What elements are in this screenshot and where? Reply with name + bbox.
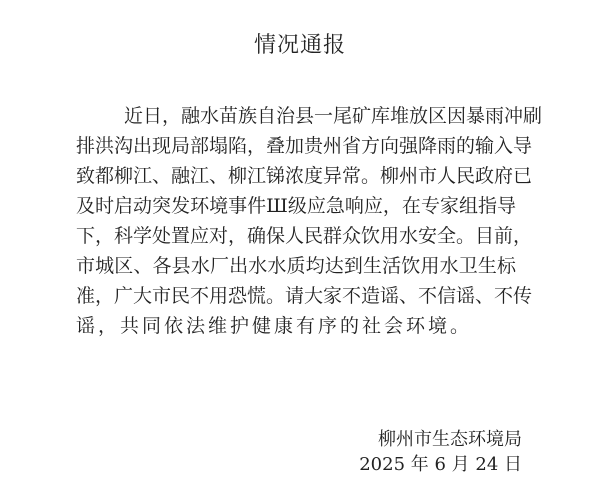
page-title: 情况通报 [253,33,346,58]
body-line: 准，广大市民不用恐慌。请大家不造谣、不信谣、不传 [76,285,533,307]
body-line: 谣，共同依法维护健康有序的社会环境。 [76,315,473,337]
body-line: 及时启动突发环境事件Ш级应急响应，在专家组指导 [76,195,516,217]
body-line: 市城区、各县水厂出水水质均达到生活饮用水卫生标 [76,255,516,277]
notice-body [76,101,543,341]
body-line: 致都柳江、融江、柳江锑浓度异常。柳州市人民政府已 [76,165,533,187]
body-line: 下，科学处置应对，确保人民群众饮用水安全。目前， [76,225,533,247]
body-line: 排洪沟出现局部塌陷，叠加贵州省方向强降雨的输入导 [76,135,533,157]
issue-date: 2025 年 6 月 24 日 [359,454,522,475]
body-line: 近日，融水苗族自治县一尾矿库堆放区因暴雨冲刷 [124,105,543,127]
issuer-signature: 柳州市生态环境局 [378,429,522,450]
